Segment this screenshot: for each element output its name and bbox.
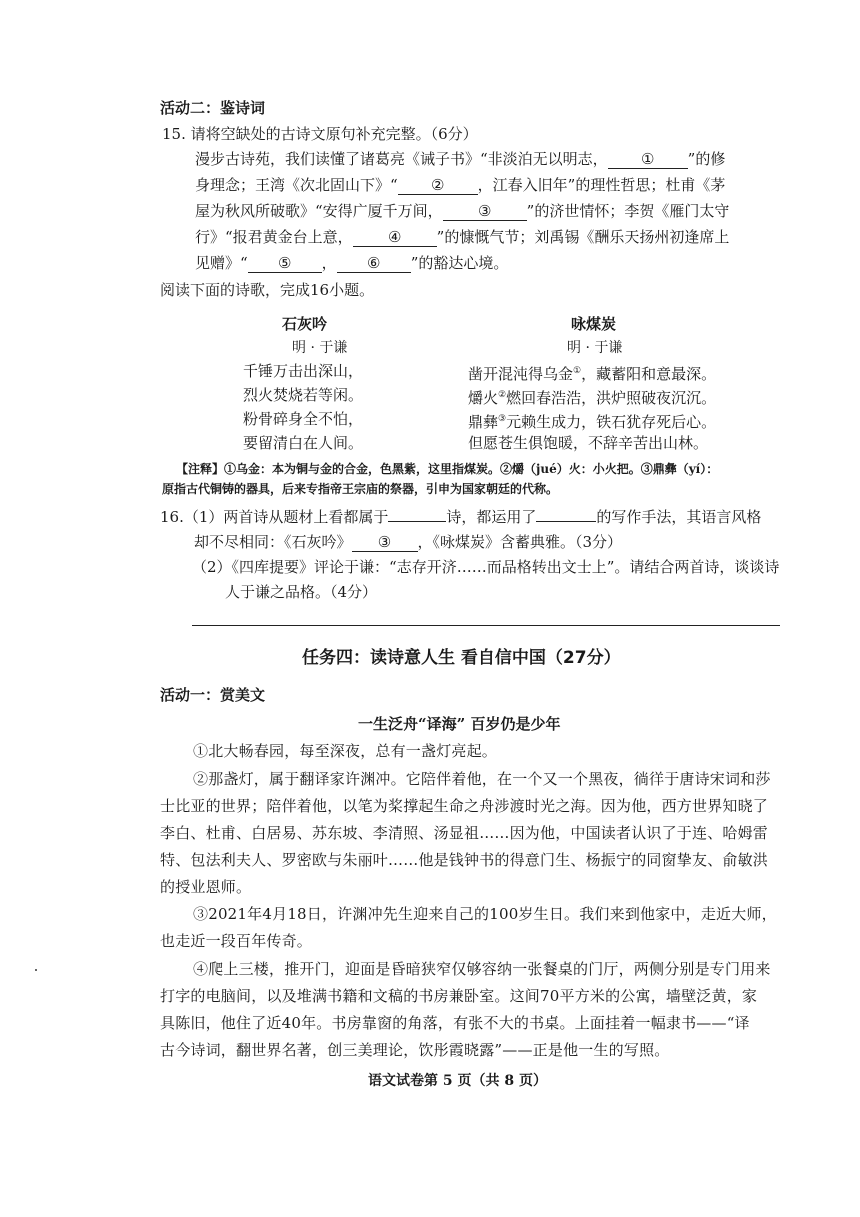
answer-blank-q16-a[interactable]: [388, 521, 446, 522]
answer-blank-5[interactable]: ⑤: [248, 254, 322, 273]
poem1-line: 烈火焚烧若等闲。: [243, 386, 364, 404]
q15-line-2: 身理念；王湾《次北固山下》“ ② ，江春入旧年”的理性哲思；杜甫《茅: [195, 176, 726, 194]
answer-blank-6[interactable]: ⑥: [337, 254, 411, 273]
poem1-line: 千锤万击出深山，: [243, 362, 364, 380]
q15-line-1: 漫步古诗苑，我们读懂了诸葛亮《诫子书》“非淡泊无以明志， ① ”的修: [195, 150, 726, 168]
paragraph-2-line: 李白、杜甫、白居易、苏东坡、李清照、汤显祖……因为他，中国读者认识了于连、哈姆雷: [160, 824, 769, 842]
poem1-line: 粉骨碎身全不怕，: [243, 410, 364, 428]
poem2-line: 但愿苍生俱饱暖，不辞辛苦出山林。: [468, 434, 709, 452]
q15-prompt: 15. 请将空缺处的古诗文原句补充完整。（6分）: [162, 125, 478, 143]
poem1-title: 石灰吟: [282, 315, 328, 333]
poem1-author: 明 · 于谦: [292, 340, 348, 356]
reading-instruction: 阅读下面的诗歌，完成16小题。: [160, 281, 375, 299]
footnote-marker: ①: [573, 366, 582, 376]
paragraph-4-line: 具陈旧，他住了近40年。书房靠窗的角落，有张不大的书桌。上面挂着一幅隶书——“译: [160, 1014, 750, 1032]
page-footer: 语文试卷第 5 页（共 8 页）: [368, 1073, 547, 1089]
answer-blank-4[interactable]: ④: [353, 228, 437, 247]
q16-part1-line1: 16.（1）两首诗从题材上看都属于 诗，都运用了 的写作手法，其语言风格: [160, 508, 762, 526]
footnote-marker: ③: [498, 414, 507, 424]
answer-blank-q16-c[interactable]: ③: [352, 533, 418, 552]
paragraph-2-line: 士比亚的世界；陪伴着他，以笔为桨撑起生命之舟涉渡时光之海。因为他，西方世界知晓了: [160, 797, 769, 815]
paragraph-4-line: ④爬上三楼，推开门，迎面是昏暗狭窄仅够容纳一张餐桌的门厅，两侧分别是专门用来: [193, 960, 771, 978]
activity1-heading: 活动一：赏美文: [160, 686, 266, 704]
scan-speck: [35, 969, 37, 971]
notes-line-1: 【注释】①乌金：本为铜与金的合金，色黑紫，这里指煤炭。②爝（jué）火：小火把。③鼎彝（yí）：: [176, 462, 719, 476]
footnote-marker: ②: [498, 390, 507, 400]
poem2-line: 鼎彝③元赖生成力，铁石犹存死后心。: [468, 413, 717, 431]
paragraph-2-line: 的授业恩师。: [160, 878, 252, 896]
paragraph-4-line: 古今诗词，翻世界名著，创三美理论，饮彤霞晓露”——正是他一生的写照。: [160, 1041, 670, 1059]
answer-blank-3[interactable]: ③: [443, 202, 527, 221]
poem1-line: 要留清白在人间。: [243, 434, 364, 452]
poem2-author: 明 · 于谦: [567, 340, 623, 356]
q15-line-5: 见赠》“ ⑤ ， ⑥ ”的豁达心境。: [195, 254, 509, 272]
paragraph-3-line: ③2021年4月18日，许渊冲先生迎来自己的100岁生日。我们来到他家中，走近大师，: [193, 905, 777, 923]
answer-blank-2[interactable]: ②: [398, 176, 478, 195]
answer-blank-1[interactable]: ①: [608, 150, 688, 169]
paragraph-1: ①北大畅春园，每至深夜，总有一盏灯亮起。: [193, 742, 498, 760]
q15-line-3: 屋为秋风所破歌》“安得广厦千万间， ③ ”的济世情怀；李贺《雁门太守: [195, 202, 730, 220]
poem2-title: 咏煤炭: [571, 315, 617, 333]
activity2-heading: 活动二：鉴诗词: [160, 99, 266, 117]
q16-part2-line1: （2）《四库提要》评论于谦：“志存开济……而品格转出文士上”。请结合两首诗，谈谈诗: [192, 558, 780, 576]
section-divider: [192, 625, 780, 626]
answer-blank-q16-b[interactable]: [536, 521, 596, 522]
q16-part2-line2: 人于谦之品格。（4分）: [225, 583, 378, 601]
notes-line-2: 原指古代铜铸的器具，后来专指帝王宗庙的祭器，引申为国家朝廷的代称。: [162, 482, 559, 496]
article-title: 一生泛舟“译海” 百岁仍是少年: [358, 715, 561, 733]
paragraph-3-line: 也走近一段百年传奇。: [160, 932, 313, 950]
poem2-line: 凿开混沌得乌金①，藏蓄阳和意最深。: [468, 365, 717, 383]
q16-part1-line2: 却不尽相同：《石灰吟》 ③ ，《咏煤炭》含蓄典雅。（3分）: [194, 533, 623, 551]
q15-line-4: 行》“报君黄金台上意， ④ ”的慷慨气节；刘禹锡《酬乐天扬州初逢席上: [195, 228, 730, 246]
paragraph-2-line: 特、包法利夫人、罗密欧与朱丽叶……他是钱钟书的得意门生、杨振宁的同窗挚友、俞敏洪: [160, 851, 769, 869]
paragraph-2-line: ②那盏灯，属于翻译家许渊冲。它陪伴着他，在一个又一个黑夜，徜徉于唐诗宋词和莎: [193, 770, 771, 788]
poem2-line: 爝火②燃回春浩浩，洪炉照破夜沉沉。: [468, 389, 717, 407]
paragraph-4-line: 打字的电脑间，以及堆满书籍和文稿的书房兼卧室。这间70平方米的公寓，墙壁泛黄，家: [160, 987, 758, 1005]
task4-heading: 任务四：读诗意人生 看自信中国（27分）: [302, 648, 621, 668]
